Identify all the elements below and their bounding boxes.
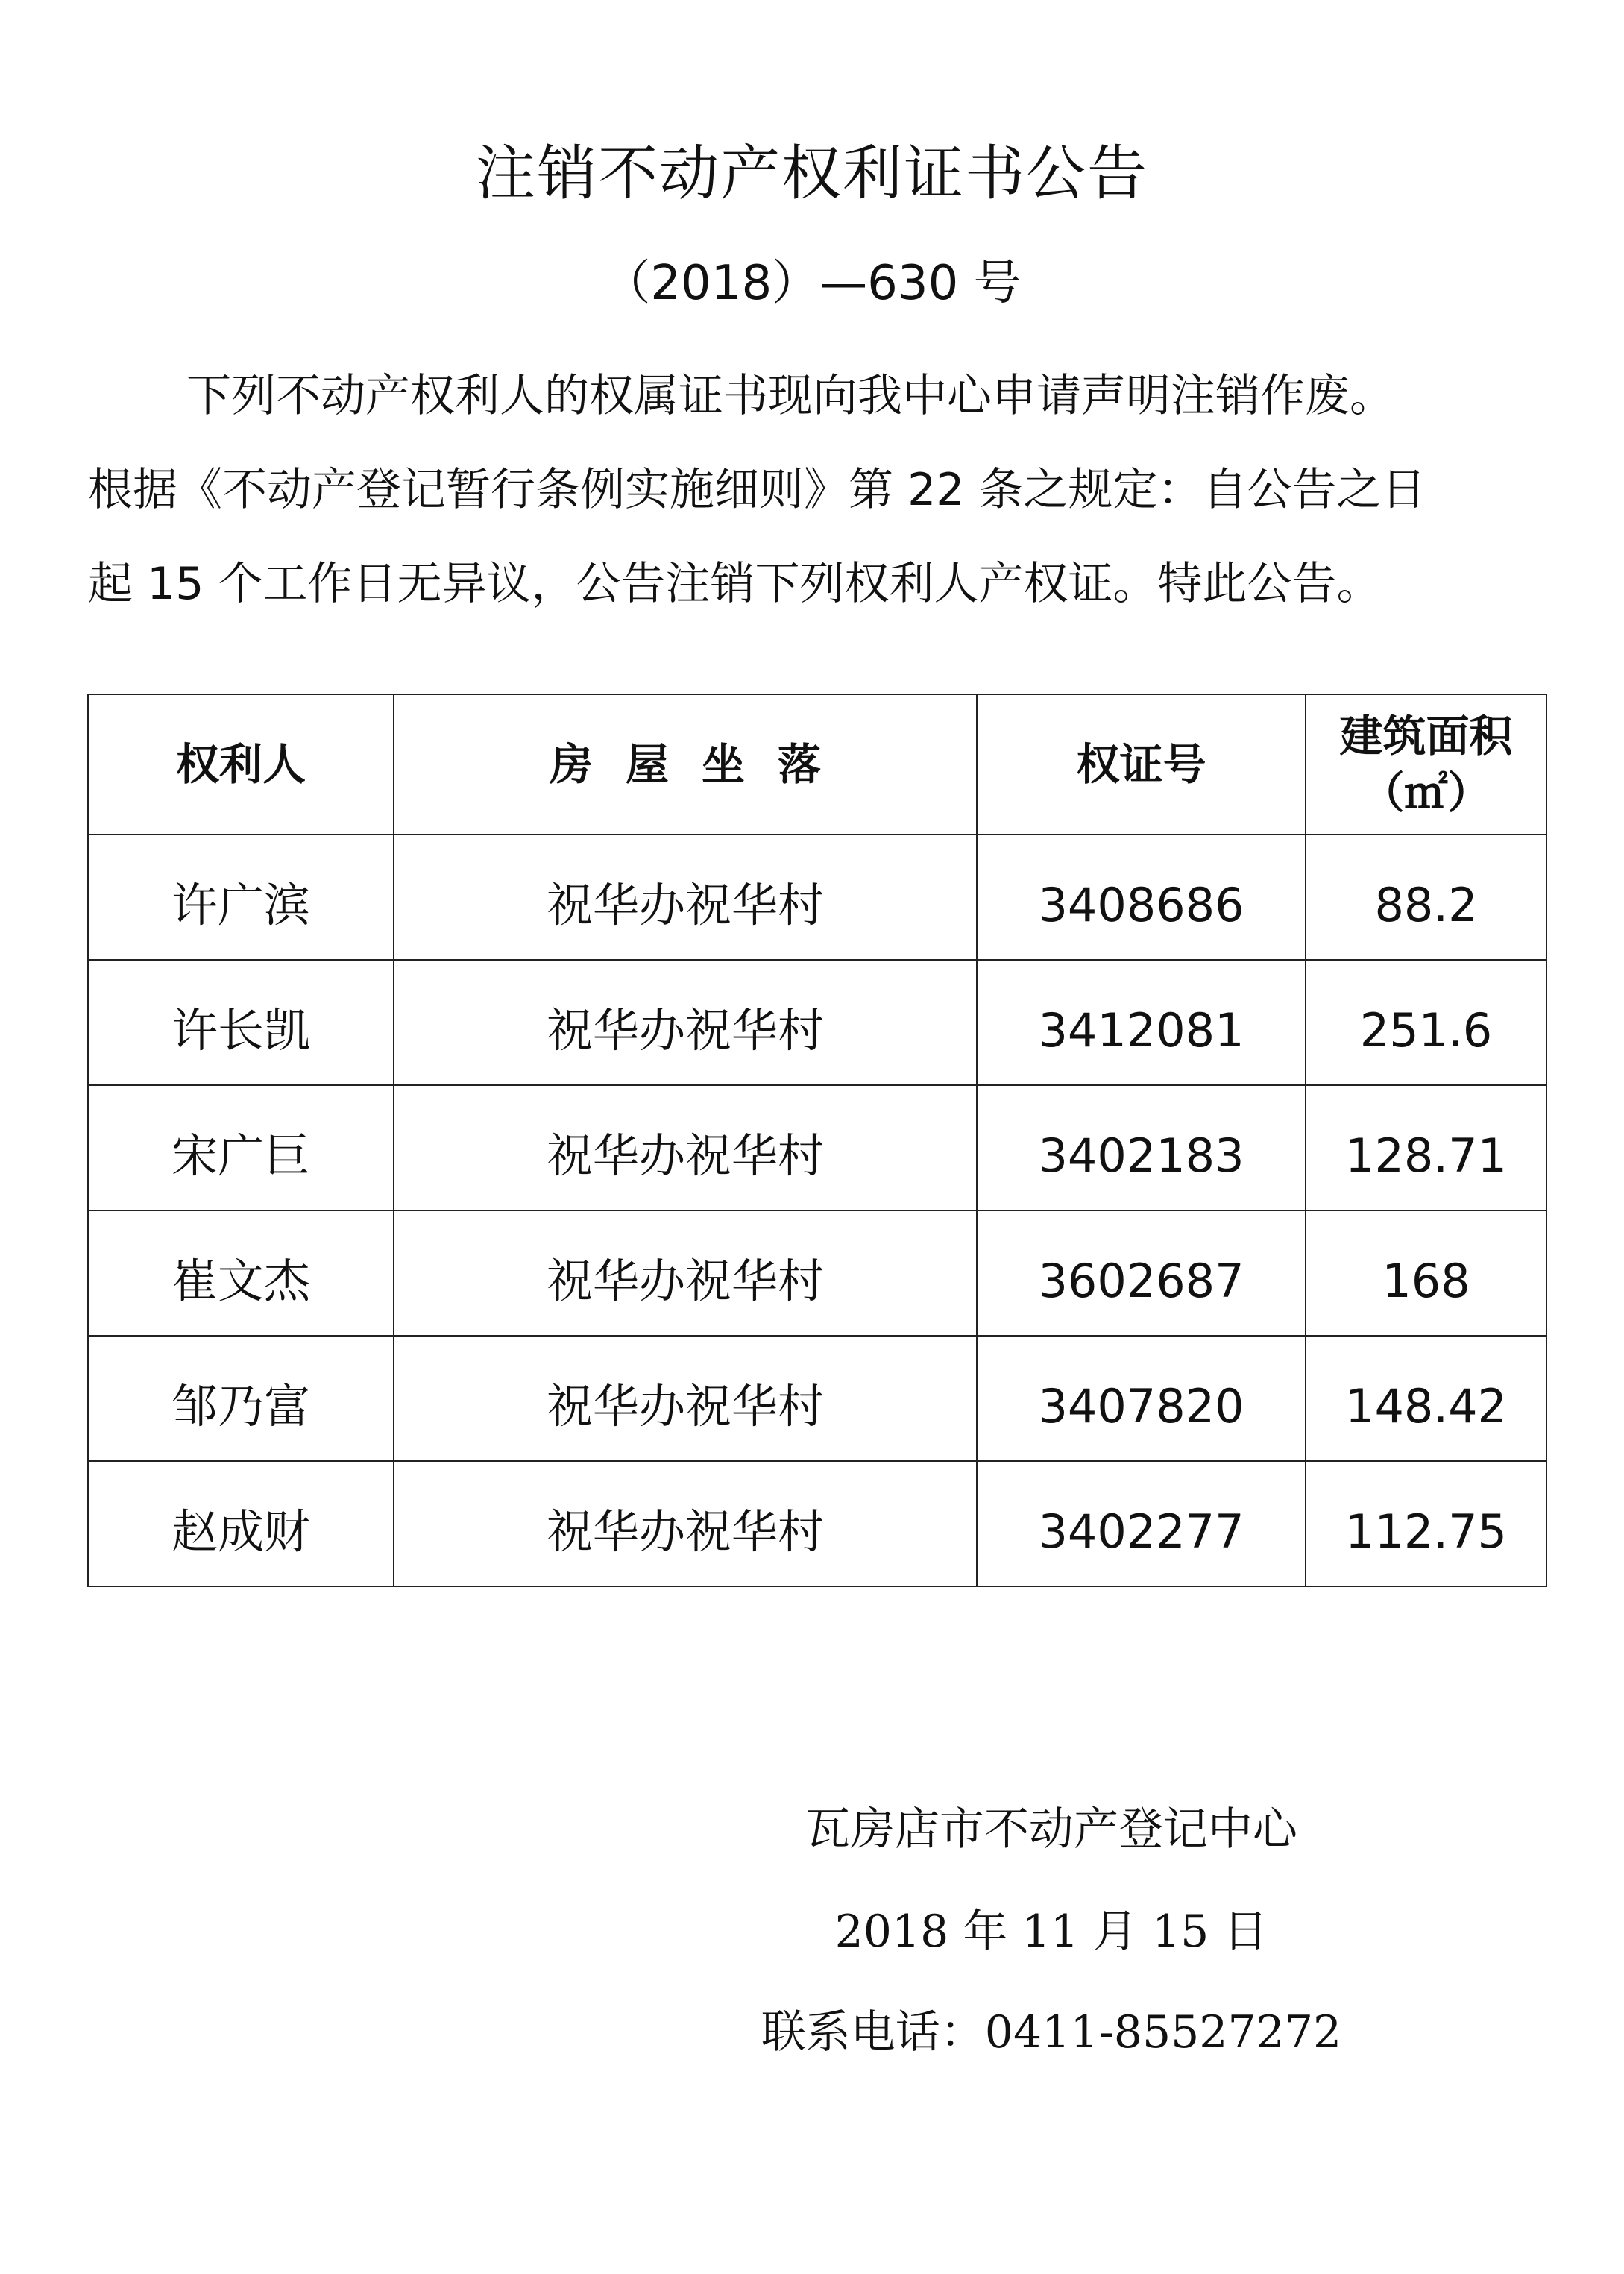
- cell-area: 148.42: [1306, 1336, 1546, 1461]
- header-holder: 权利人: [88, 694, 394, 835]
- notice-paragraph: [88, 349, 1549, 631]
- header-area-label: 建筑面积: [1339, 711, 1513, 761]
- cell-holder: 邹乃富: [88, 1336, 394, 1461]
- cell-cert-no: 3412081: [977, 960, 1306, 1085]
- notice-line-2: 根据《不动产登记暂行条例实施细则》第 22 条之规定：自公告之日: [88, 464, 1426, 516]
- cell-location: 祝华办祝华村: [394, 1461, 977, 1586]
- cancellation-table: [87, 694, 1547, 1587]
- contact-phone: 联系电话：0411-85527272: [761, 2006, 1342, 2058]
- table-row: [88, 1336, 1546, 1461]
- table-row: [88, 1085, 1546, 1210]
- header-area-unit: （㎡）: [1361, 767, 1491, 818]
- header-cert-no: 权证号: [977, 694, 1306, 835]
- cell-location: 祝华办祝华村: [394, 1336, 977, 1461]
- cell-holder: 许长凯: [88, 960, 394, 1085]
- issuing-organization: 瓦房店市不动产登记中心: [805, 1803, 1297, 1856]
- issue-date: 2018 年 11 月 15 日: [834, 1906, 1268, 1958]
- page-title: 注销不动产权利证书公告: [476, 139, 1148, 208]
- cell-location: 祝华办祝华村: [394, 960, 977, 1085]
- cell-holder: 崔文杰: [88, 1210, 394, 1336]
- cell-location: 祝华办祝华村: [394, 1085, 977, 1210]
- cell-cert-no: 3408686: [977, 835, 1306, 960]
- header-location: [394, 694, 977, 835]
- header-location-label: 房屋坐落: [549, 739, 854, 790]
- notice-line-3: 起 15 个工作日无异议，公告注销下列权利人产权证。特此公告。: [88, 558, 1382, 610]
- document-number: （2018）—630 号: [602, 256, 1022, 311]
- cell-cert-no: 3402183: [977, 1085, 1306, 1210]
- header-area: [1306, 694, 1546, 835]
- cell-holder: 赵成财: [88, 1461, 394, 1586]
- cell-location: 祝华办祝华村: [394, 1210, 977, 1336]
- notice-line-1: 下列不动产权利人的权属证书现向我中心申请声明注销作废。: [186, 370, 1394, 422]
- cell-area: 88.2: [1306, 835, 1546, 960]
- cell-area: 168: [1306, 1210, 1546, 1336]
- cell-area: 128.71: [1306, 1085, 1546, 1210]
- cell-location: 祝华办祝华村: [394, 835, 977, 960]
- cell-area: 251.6: [1306, 960, 1546, 1085]
- table-row: [88, 1210, 1546, 1336]
- cell-holder: 宋广巨: [88, 1085, 394, 1210]
- table-row: [88, 1461, 1546, 1586]
- cell-holder: 许广滨: [88, 835, 394, 960]
- cell-area: 112.75: [1306, 1461, 1546, 1586]
- cell-cert-no: 3402277: [977, 1461, 1306, 1586]
- cell-cert-no: 3407820: [977, 1336, 1306, 1461]
- table-row: [88, 835, 1546, 960]
- table-row: [88, 960, 1546, 1085]
- cell-cert-no: 3602687: [977, 1210, 1306, 1336]
- table-header-row: [88, 694, 1546, 835]
